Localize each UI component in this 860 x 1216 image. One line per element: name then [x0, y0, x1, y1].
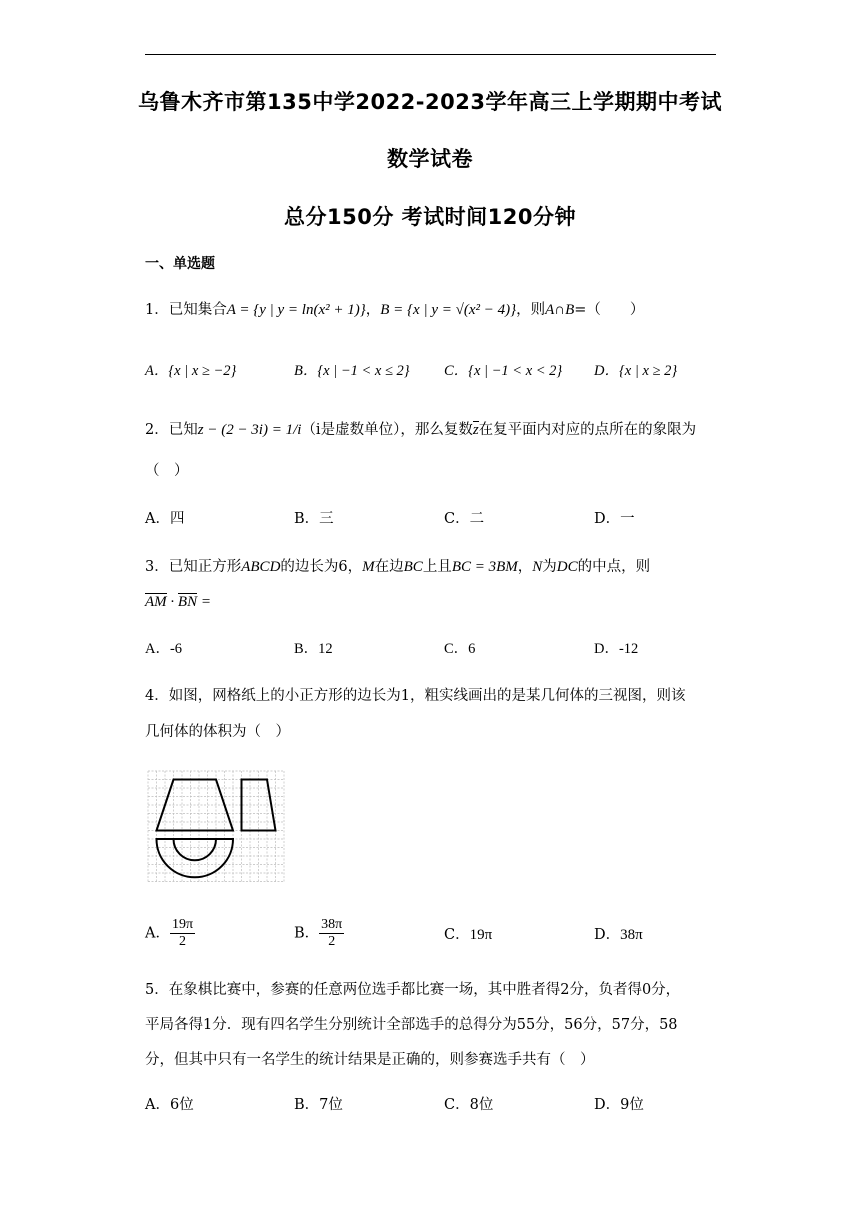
option-b[interactable]: B．12	[294, 641, 333, 657]
question-number: 4．	[145, 688, 169, 704]
question-3-cont: AM · BN =	[145, 594, 211, 610]
option-b[interactable]: B． $\frac{38\pi}{2}$	[294, 917, 343, 949]
question-4: 4．如图，网格纸上的小正方形的边长为1，粗实线画出的是某几何体的三视图，则该	[145, 688, 686, 704]
subject-title: 数学试卷	[387, 147, 473, 171]
option-c[interactable]: C．19π	[444, 927, 493, 943]
exam-title: 乌鲁木齐市第135中学2022-2023学年高三上学期期中考试	[138, 90, 722, 114]
question-number: 2．	[145, 422, 169, 438]
option-d[interactable]: D．{x | x ≥ 2}	[594, 363, 678, 379]
option-b[interactable]: B．三	[294, 511, 334, 527]
option-d[interactable]: D．-12	[594, 641, 639, 657]
question-number: 1．	[145, 302, 169, 318]
question-1: 1．已知集合A = {y | y = ln(x² + 1)}，B = {x | y = √(x² − 4)}，则A∩B=（ ）	[145, 302, 645, 318]
option-b[interactable]: B．7位	[294, 1097, 343, 1113]
option-c[interactable]: C．{x | −1 < x < 2}	[444, 363, 563, 379]
three-view-figure	[145, 768, 290, 886]
option-a[interactable]: A．-6	[145, 641, 183, 657]
top-view-inner-arc	[174, 839, 217, 860]
top-view-outer-arc	[157, 839, 234, 877]
z-conjugate: z	[472, 422, 479, 438]
question-number: 5．	[145, 982, 169, 998]
question-4-cont: 几何体的体积为（ ）	[145, 724, 290, 740]
vector-am: AM	[145, 594, 167, 610]
question-5-line3: 分，但其中只有一名学生的统计结果是正确的，则参赛选手共有（ ）	[145, 1052, 595, 1068]
question-3: 3．已知正方形ABCD的边长为6，M在边BC上且BC = 3BM，N为DC的中点，则	[145, 559, 651, 575]
option-c[interactable]: C．6	[444, 641, 476, 657]
header-rule	[145, 54, 716, 55]
question-2: 2．已知z − (2 − 3i) = 1/i（i是虚数单位），那么复数z在复平面内对应的点所在的象限为	[145, 422, 697, 438]
complex-equation: z − (2 − 3i) = 1/i	[197, 422, 302, 438]
option-a[interactable]: A． $\frac{19\pi}{2}$	[145, 917, 194, 949]
set-a: A = {y | y = ln(x² + 1)}	[226, 302, 366, 318]
section-heading: 一、单选题	[145, 256, 215, 272]
score-time-title: 总分150分 考试时间120分钟	[284, 205, 576, 229]
option-d[interactable]: D．一	[594, 511, 635, 527]
option-d[interactable]: D．9位	[594, 1097, 644, 1113]
option-a[interactable]: A．{x | x ≥ −2}	[145, 363, 237, 379]
set-b: B = {x | y = √(x² − 4)}	[380, 302, 517, 318]
option-c[interactable]: C．二	[444, 511, 485, 527]
option-c[interactable]: C．8位	[444, 1097, 494, 1113]
question-2-cont: （ ）	[145, 463, 189, 479]
option-a[interactable]: A．四	[145, 511, 185, 527]
option-b[interactable]: B．{x | −1 < x ≤ 2}	[294, 363, 410, 379]
vector-bn: BN	[177, 594, 198, 610]
question-5: 5．在象棋比赛中，参赛的任意两位选手都比赛一场，其中胜者得2分，负者得0分，	[145, 982, 681, 998]
question-number: 3．	[145, 559, 169, 575]
option-d[interactable]: D．38π	[594, 927, 643, 943]
question-5-line2: 平局各得1分．现有四名学生分别统计全部选手的总得分为55分，56分，57分，58	[145, 1017, 678, 1033]
option-a[interactable]: A．6位	[145, 1097, 194, 1113]
